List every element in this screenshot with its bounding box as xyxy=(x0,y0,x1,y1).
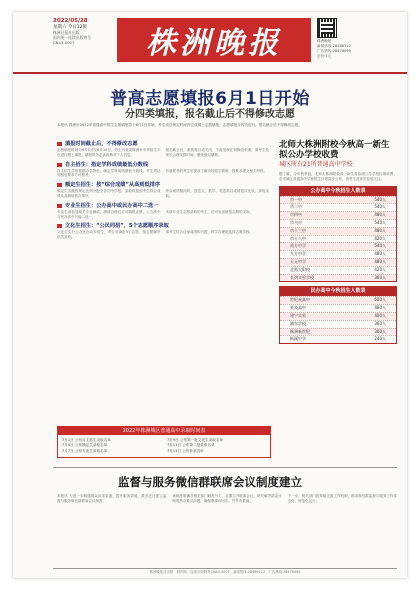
enroll-count: 540人 xyxy=(374,204,386,210)
school-name: 建宁实验 xyxy=(290,312,306,318)
table-row xyxy=(280,242,396,250)
bottom-article xyxy=(57,494,397,504)
table-row xyxy=(280,274,396,282)
schedule-item: 7月11日 公布第二批录取名单 xyxy=(167,443,215,448)
newspaper-logo xyxy=(117,18,311,62)
school-name: 市四中 xyxy=(290,212,302,218)
table-row xyxy=(280,335,396,343)
table-row xyxy=(280,250,396,258)
enroll-count: 540人 xyxy=(374,219,386,225)
masthead-info-line: 定价:1元 xyxy=(317,54,332,58)
masthead-info-line: 新闻热线:28488112 xyxy=(317,44,351,48)
enroll-count: 400人 xyxy=(374,312,386,318)
table-row xyxy=(280,219,396,227)
enroll-count: 540人 xyxy=(374,196,386,202)
masthead-info-line: 广告热线:28478099 xyxy=(317,49,351,53)
masthead-right-info xyxy=(317,39,399,59)
section-text: 额定生名额按规定比例分配至各初中学校，录取时按照考生综合成绩从高到低依次排序。 xyxy=(57,189,161,198)
sidebar-article xyxy=(279,140,397,344)
school-name: 北师大附校 xyxy=(290,266,310,272)
school-name: 市十八中 xyxy=(290,235,306,241)
section-title: 填报时间截止后，不得修改志愿 xyxy=(57,140,269,148)
main-headline[interactable]: 普高志愿填报6月1日开始 xyxy=(110,89,310,109)
schedule-item: 7月9日 公布第一批文化生录取名单 xyxy=(167,438,224,442)
table-row xyxy=(280,312,396,320)
bottom-headline[interactable]: 监督与服务微信群联席会议制度建立 xyxy=(118,475,302,489)
school-name: 长鸿实验学校 xyxy=(290,274,314,280)
table-row xyxy=(280,320,396,328)
enroll-count: 480人 xyxy=(374,251,386,257)
section-title: 专业生招生：公办高中或民办高中二选一 xyxy=(57,202,269,210)
enroll-count: 480人 xyxy=(374,227,386,233)
article-text: 下一步，相关部门将持续完善工作机制，推动微信群监督与服务工作常态化、规范化运行。 xyxy=(287,494,397,503)
issue-date: 2022/05/28 xyxy=(53,18,88,24)
schedule-item: 7月4日 公布额定生录取名单 xyxy=(62,443,108,448)
schedule-box xyxy=(57,426,271,458)
article-text: 本报讯 为进一步畅通群众诉求渠道，提升服务效能，我市近日建立监督与服务微信群联席会议制度。 xyxy=(57,494,167,503)
school-name: 南方中学 xyxy=(290,243,306,249)
enroll-count: 300人 xyxy=(374,328,386,334)
table-row xyxy=(280,266,396,274)
divider xyxy=(53,467,397,468)
table-row xyxy=(280,211,396,219)
school-name: 市二中 xyxy=(290,204,302,210)
section-text: 文化生实行公办民办同步招生，考生可填报5个志愿，按志愿顺序依次录取。 xyxy=(57,230,161,240)
enroll-count: 360人 xyxy=(374,274,386,280)
qr-code-icon xyxy=(317,18,337,38)
schedule-item: 7月7日 公布专业生录取名单 xyxy=(62,448,108,453)
schedule-column xyxy=(167,438,266,454)
section-text: 自主招生学校根据办学特色，确定学科成绩最低分数线，考生须达到相应要求方可报考。 xyxy=(57,168,161,178)
enroll-count: 240人 xyxy=(374,336,386,342)
table-title: 公办高中今秋招生人数表 xyxy=(280,187,396,196)
section-text: 志愿填报时间为6月1日至6月10日，考生可登录株洲市中考招生平台进行网上填报，填报时务必认真核对个人信息。 xyxy=(57,148,161,157)
lead-paragraph: 本报讯 株洲市2022年普通高中招生志愿填报将于6月1日开始，考生须在规定时间内完成网上志愿填报，志愿填报分四类进行，报名截止后不得修改志愿。 xyxy=(57,123,302,127)
enroll-count: 540人 xyxy=(374,243,386,249)
section-title: 文化生招生：“公民同招”，5个志愿顺序录取 xyxy=(57,222,269,230)
enroll-count: 480人 xyxy=(374,305,386,311)
sidebar-title[interactable]: 北师大株洲附校今秋高一新生拟公办学校收费 xyxy=(279,140,390,160)
school-name: 枫溪中学 xyxy=(290,336,306,342)
logo-text: 株洲晚报 xyxy=(146,26,282,61)
table-title: 民办高中今秋招生人数表 xyxy=(280,287,396,296)
masthead-info-line: 株洲日报社出版 xyxy=(53,30,80,35)
table-row xyxy=(280,328,396,336)
section-text: 专业生须参加相关专业测试，测试合格后方可填报志愿，公办高中与民办高中只能二选一。 xyxy=(57,209,161,219)
section-title: 额定生招生：按“综合成绩”从高到低排序 xyxy=(57,181,269,189)
masthead-info-line: CN43-0007 xyxy=(53,40,75,45)
issue-week: 星期六 今日12版 xyxy=(53,25,88,30)
schedule-title: 2022年株洲城区普通高中录取时间表 xyxy=(58,427,270,435)
public-school-table xyxy=(279,186,397,283)
private-school-table xyxy=(279,286,397,344)
school-name: 天元中学 xyxy=(290,258,306,264)
table-row xyxy=(280,235,396,243)
section-text: 有意报考的考生应提前了解各校招生简章，按要求提交相关材料。 xyxy=(165,168,267,173)
masthead-left-info xyxy=(53,18,117,45)
article-section xyxy=(57,140,269,158)
table-row xyxy=(280,203,396,211)
article-section xyxy=(57,222,269,240)
article-section xyxy=(57,161,269,179)
enroll-count: 600人 xyxy=(374,297,386,303)
school-name: 株洲新世纪 xyxy=(290,328,310,334)
enroll-count: 360人 xyxy=(374,320,386,326)
school-name: 景炎高中 xyxy=(290,305,306,311)
school-name: 市一中 xyxy=(290,196,302,202)
table-row xyxy=(280,258,396,266)
main-article xyxy=(57,140,269,243)
section-text: 请考生结合自身成绩和兴趣，科学合理地选择志愿学校。 xyxy=(165,230,253,235)
article-section xyxy=(57,181,269,199)
article-section xyxy=(57,202,269,220)
enroll-count: 480人 xyxy=(374,258,386,264)
article-text: 该制度明确各相关部门职责分工，定期召开联席会议，研究解决群众反映的热点难点问题，确保事事有回应、件件有着落。 xyxy=(172,494,282,503)
table-row xyxy=(280,296,396,304)
section-text: 未被专业生志愿录取的考生，仍可参加统招志愿的录取。 xyxy=(165,209,253,214)
table-row xyxy=(280,227,396,235)
page-footer: 株洲晚报社出版 国内统一连续出版物号CN43-0007 新闻热线:28488112 广告热线:28478099 xyxy=(53,568,397,575)
masthead-info-line: 株洲晚报 xyxy=(317,39,332,43)
sidebar-text: 据了解，今年秋季起，北师大株洲附校高一新生将参照公办学校标准收费，全市城区普通高中学校招生计划同步公布，请考生及家长及时关注。 xyxy=(279,172,397,181)
table-row xyxy=(280,196,396,204)
section-title: 自主招生：指定学科成绩最低分数线 xyxy=(57,161,269,169)
main-subheadline: 分四类填报，报名截止后不得修改志愿 xyxy=(125,109,295,120)
enroll-count: 420人 xyxy=(374,266,386,272)
school-name: 世纪星高中 xyxy=(290,297,310,303)
section-text: 综合成绩相同时，按语文、数学、英语科目成绩依次比较，择优录取。 xyxy=(165,189,269,198)
masthead xyxy=(13,12,407,74)
section-text: 报名截止后，系统将自动关闭，不再受理任何修改申请，请考生及家长合理安排时间，避免错过填报。 xyxy=(165,148,269,157)
schedule-item: 7月13日 公布补录名单 xyxy=(167,448,204,453)
enroll-count: 420人 xyxy=(374,235,386,241)
school-name: 湘东学校 xyxy=(290,320,306,326)
school-name: 市十三中 xyxy=(290,227,306,233)
enroll-count: 480人 xyxy=(374,212,386,218)
masthead-info-line: 国内统一连续出版物号 xyxy=(53,35,91,40)
school-name: 市八中 xyxy=(290,219,302,225)
school-name: 九方中学 xyxy=(290,251,306,257)
schedule-item: 7月1日 公布自主招生录取名单 xyxy=(62,438,111,442)
table-row xyxy=(280,304,396,312)
schedule-column xyxy=(62,438,161,454)
newspaper-page xyxy=(13,12,407,578)
sidebar-subtitle: 城区所有21所普通高中学校 xyxy=(279,161,353,168)
